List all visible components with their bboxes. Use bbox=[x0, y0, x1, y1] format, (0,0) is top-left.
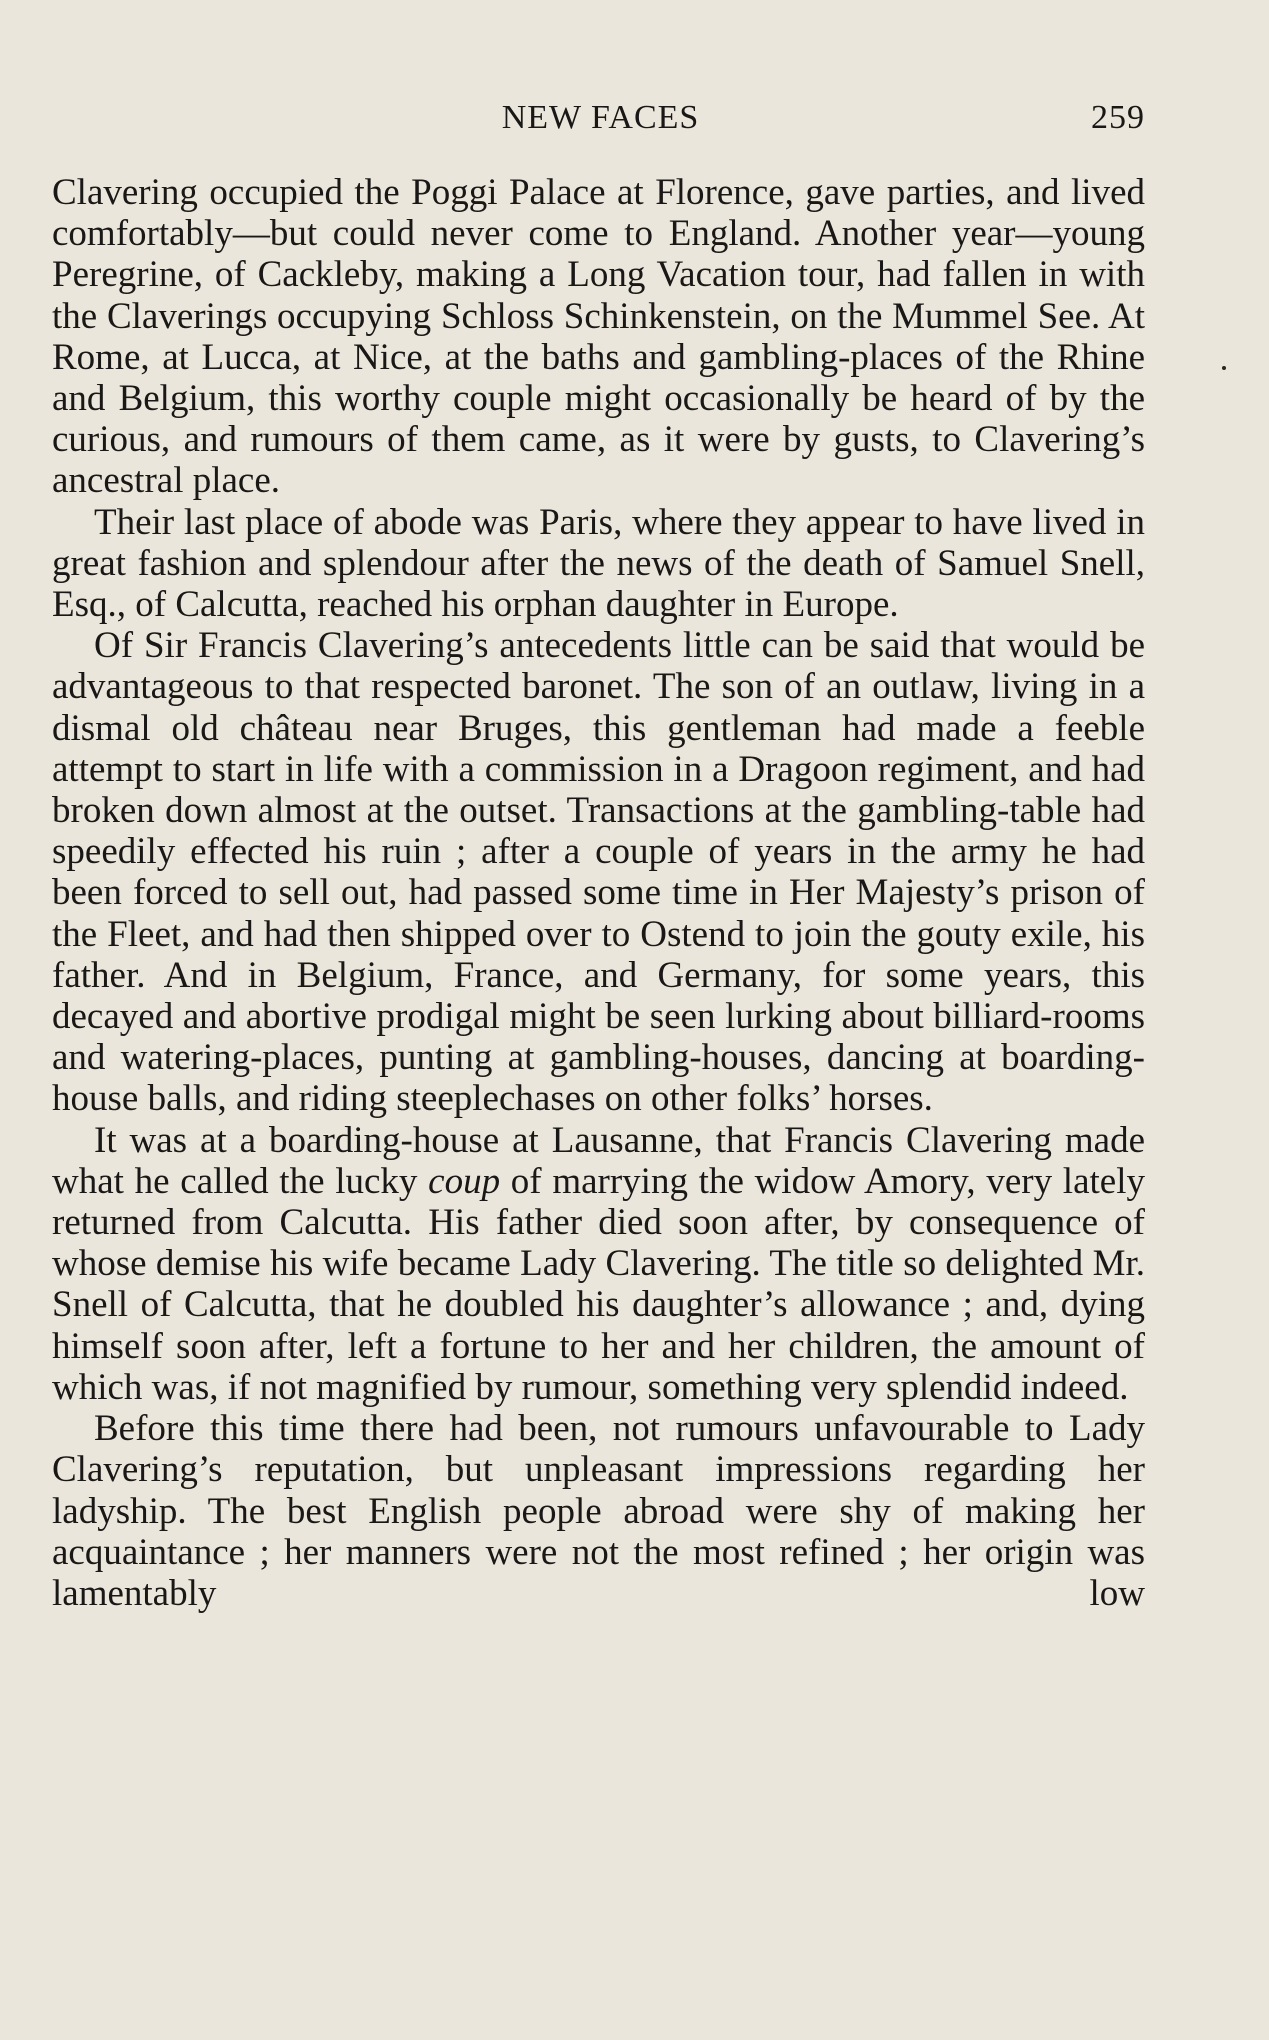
print-speck bbox=[1222, 366, 1226, 370]
running-head bbox=[56, 96, 1145, 140]
page-number: 259 bbox=[1091, 99, 1145, 136]
paragraph-text: It was at a boarding-house at Lausanne, that Francis Clavering made what he called the lucky bbox=[52, 1119, 1145, 1202]
paragraph bbox=[52, 1120, 1145, 1408]
paragraph-continues: Before this time there had been, not rumours unfavourable to Lady Clavering’s reputation, but unpleasant impressions regarding her ladyship. The best English people abroad were shy of making her acquaintance ; her manners were not the most refined ; her origin was lamentably low bbox=[52, 1408, 1145, 1614]
paragraph-continued: Clavering occupied the Poggi Palace at Florence, gave parties, and lived comfortably—but could never come to England. Another year—young Peregrine, of Cackleby, making a Long Vacation tour, had fallen in with the Claverings occupying Schloss Schinkenstein, on the Mummel See. At Rome, at Lucca, at Nice, at the baths and gambling-places of the Rhine and Belgium, this worthy couple might occasionally be heard of by the curious, and rumours of them came, as it were by gusts, to Clavering’s ancestral place. bbox=[52, 172, 1145, 502]
body-text bbox=[52, 172, 1145, 1614]
paragraph: Of Sir Francis Clavering’s antecedents little can be said that would be advantageous to that respected baronet. The son of an outlaw, living in a dismal old château near Bruges, this gentleman had made a feeble attempt to start in life with a commission in a Dragoon regiment, and had broken down almost at the outset. Transactions at the gambling-table had speedily effected his ruin ; after a couple of years in the army he had been forced to sell out, had passed some time in Her Majesty’s prison of the Fleet, and had then shipped over to Ostend to join the gouty exile, his father. And in Belgium, France, and Germany, for some years, this decayed and abortive prodigal might be seen lurking about billiard-rooms and watering-places, punting at gambling-houses, dancing at boarding-house balls, and riding steeplechases on other folks’ horses. bbox=[52, 625, 1145, 1120]
italic-word: coup bbox=[428, 1160, 501, 1202]
paragraph-text: of marrying the widow Amory, very lately returned from Calcutta. His father died soon after, by consequence of whose demise his wife became Lady Clavering. The title so delighted Mr. Snell of Calcutta, that he doubled his daughter’s allowance ; and, dying himself soon after, left a fortune to her and her children, the amount of which was, if not magnified by rumour, something very splendid indeed. bbox=[52, 1160, 1145, 1408]
running-title: NEW FACES bbox=[501, 99, 700, 136]
paragraph: Their last place of abode was Paris, where they appear to have lived in great fashion and splendour after the news of the death of Samuel Snell, Esq., of Calcutta, reached his orphan daughter in Europe. bbox=[52, 501, 1145, 626]
